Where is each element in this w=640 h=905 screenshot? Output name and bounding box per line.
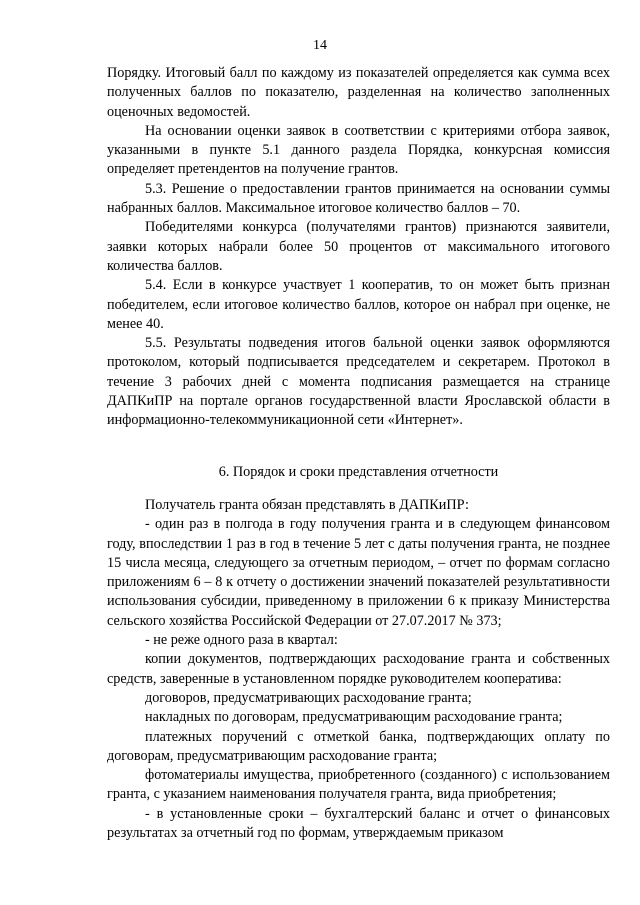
list-item-photos: фотоматериалы имущества, приобретенного (созданного) с использованием гранта, с указанием наименования получателя гранта, вида приобретения; — [107, 767, 610, 803]
list-item-balance-sheet: - в установленные сроки – бухгалтерский баланс и отчет о финансовых результатах за отчетный год по формам, утверждаемым приказом — [107, 805, 610, 841]
page-number: 14 — [313, 38, 327, 53]
paragraph-criteria: На основании оценки заявок в соответствии с критериями отбора заявок, указанными в пункте 5.1 данного раздела Порядка, конкурсная комиссия определяет претендентов на получение грантов. — [107, 122, 610, 178]
list-item-semiannual-report: - один раз в полгода в году получения гранта и в следующем финансовом году, впоследствии 1 раз в год в течение 5 лет с даты получения гранта, не позднее 15 числа месяца, следующего за отчетным периодом, – отчет по формам согласно приложениям 6 – 8 к отчету о достижении значений показателей результативности использования субсидии, приведенному в приложении 6 к приказу Министерства сельского хозяйства Российской Федерации от 27.07.2017 № 373; — [107, 516, 610, 629]
paragraph-5-5: 5.5. Результаты подведения итогов бальной оценки заявок оформляются протоколом, который подписывается председателем и секретарем. Протокол в течение 3 рабочих дней с момента подписания размещается на странице ДАПКиПР на портале органов государственной власти Ярославской области в информационно-телекоммуникационной сети «Интернет». — [107, 335, 610, 429]
section-heading: 6. Порядок и сроки представления отчетности — [218, 463, 499, 480]
list-item-payment-orders: платежных поручений с отметкой банка, подтверждающих оплату по договорам, предусматривающим расходование гранта; — [107, 728, 610, 764]
paragraph-copies: копии документов, подтверждающих расходование гранта и собственных средств, заверенные в установленном порядке руководителем кооператива: — [107, 651, 610, 687]
paragraph-5-3: 5.3. Решение о предоставлении грантов принимается на основании суммы набранных баллов. Максимальное итоговое количество баллов – 70. — [107, 180, 610, 217]
document-body — [107, 64, 610, 843]
paragraph-5-4: 5.4. Если в конкурсе участвует 1 кооператив, то он может быть признан победителем, если итоговое количество баллов, которое он набрал при оценке, не менее 40. — [107, 277, 610, 332]
paragraph-continuation: Порядку. Итоговый балл по каждому из показателей определяется как сумма всех полученных баллов по показателю, разделенная на количество заполненных оценочных ведомостей. — [107, 65, 610, 120]
paragraph-obligation: Получатель гранта обязан представлять в ДАПКиПР: — [145, 496, 469, 513]
paragraph-winners: Победителями конкурса (получателями грантов) признаются заявители, заявки которых набрали более 50 процентов от максимального итогового количества баллов. — [107, 219, 610, 274]
list-item-quarterly: - не реже одного раза в квартал: — [145, 632, 338, 649]
list-item-invoices: накладных по договорам, предусматривающим расходование гранта; — [145, 709, 563, 726]
list-item-contracts: договоров, предусматривающих расходование гранта; — [145, 689, 472, 706]
